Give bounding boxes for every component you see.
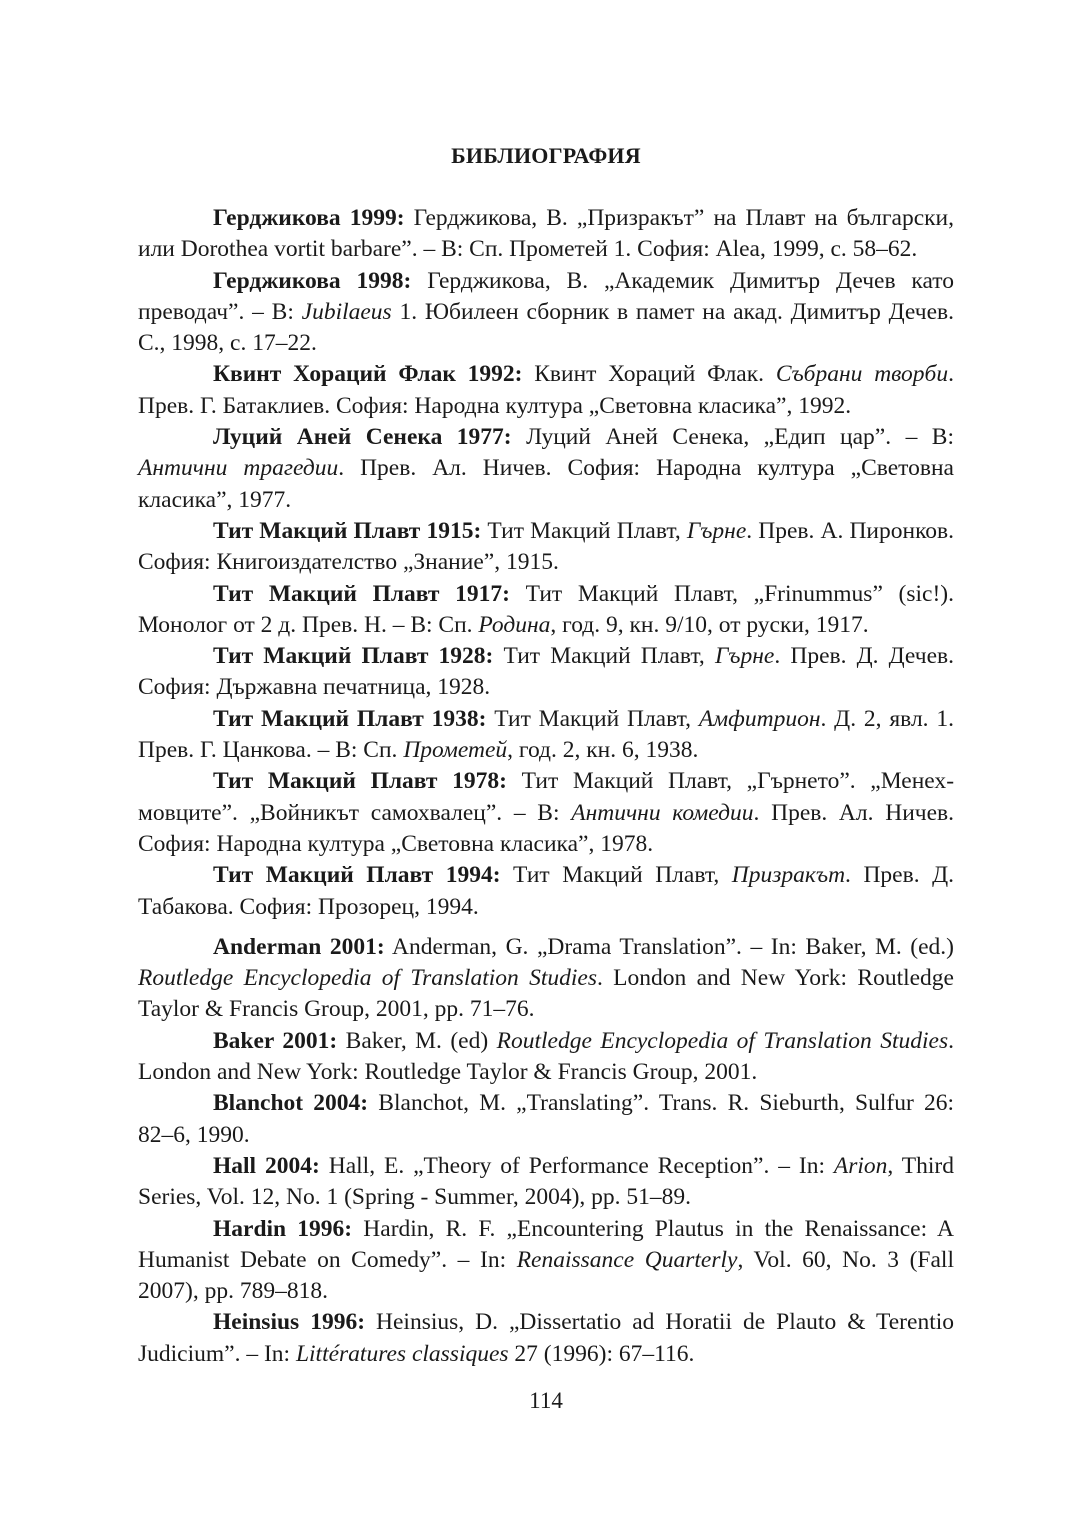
entry-text: Тит Макций Плавт, „Гърнето”. „Менехмовците”. „Войникът самохвалец”. – В: <box>138 768 955 826</box>
entry-key: Тит Макций Плавт 1938: <box>213 705 487 732</box>
entry-key: Hall 2004: <box>213 1152 320 1179</box>
bibliography-entry <box>138 579 954 642</box>
entry-text: Луций Аней Сенека, „Едип цар”. – В: <box>511 424 954 451</box>
entry-title-italic: Routledge Encyclopedia of Translation Studies <box>496 1027 949 1054</box>
entry-title-italic: Антични комедии <box>571 799 754 826</box>
entry-title-italic: Гърне <box>686 517 747 544</box>
entry-text: . Прев. Д. Дечев. София: Държавна печатница, 1928. <box>138 643 954 701</box>
entry-text: , Vol. 60, No. 3 (Fall 2007), pp. 789–818. <box>138 1246 954 1305</box>
entry-text: Квинт Хораций Флак. <box>522 361 776 388</box>
entry-title-italic: Littératures classiques <box>295 1340 509 1367</box>
entry-text: . London and New York: Routledge Taylor & Francis Group, 2001. <box>138 1027 954 1086</box>
section-gap <box>138 923 954 932</box>
entry-text: Hall, E. „Theory of Performance Reception”. – In: <box>319 1152 834 1179</box>
entry-title-italic: Renaissance Quarterly <box>516 1246 738 1273</box>
entry-text: . Прев. Г. Батаклиев. София: Народна култура „Световна класика”, 1992. <box>138 361 955 419</box>
bibliography-entry <box>138 932 954 1026</box>
entry-title-italic: Jubilaeus <box>301 298 392 325</box>
entry-key: Герджикова 1999: <box>213 205 405 231</box>
entry-text: Baker, M. (ed) <box>337 1027 497 1054</box>
entry-key: Тит Макций Плавт 1915: <box>213 517 482 544</box>
bibliography-entry <box>138 359 954 422</box>
entry-text: Тит Макций Плавт, <box>486 705 699 732</box>
entry-text: 27 (1996): 67–116. <box>508 1340 695 1367</box>
entry-key: Тит Макций Плавт 1978: <box>213 768 507 795</box>
entry-text: 1. Юбилеен сборник в памет на акад. Димитър Дечев. С., 1998, с. 17–22. <box>138 298 954 357</box>
entry-text: , год. 9, кн. 9/10, от руски, 1917. <box>550 611 869 638</box>
entry-text: Герджикова, В. „Академик Димитър Дечев като преводач”. – В: <box>138 267 954 325</box>
bibliography-entry <box>138 641 954 704</box>
bibliography-list <box>138 203 954 1370</box>
bibliography-entry <box>138 704 954 767</box>
bibliography-entry <box>138 1214 954 1308</box>
bibliography-entry <box>138 203 954 266</box>
entry-title-italic: Антични трагедии <box>138 455 339 482</box>
entry-key: Тит Макций Плавт 1994: <box>213 862 501 889</box>
entry-text: . Прев. Ал. Ничев. София: Народна култура „Световна класика”, 1978. <box>138 799 954 857</box>
entry-key: Тит Макций Плавт 1928: <box>213 643 494 670</box>
entry-key: Герджикова 1998: <box>213 267 412 294</box>
page-title: БИБЛИОГРАФИЯ <box>451 143 641 168</box>
bibliography-entry <box>138 422 954 516</box>
entry-text: Герджикова, В. „Призракът” на Плавт на български, или Dorothea vortit barbare”. – В: Сп. Прометей 1. София: Alea, 1999, с. 58–62. <box>138 205 954 263</box>
entry-key: Anderman 2001: <box>213 933 385 960</box>
entry-text: Тит Макций Плавт, <box>493 643 715 670</box>
entry-text: , год. 2, кн. 6, 1938. <box>507 737 699 764</box>
entry-key: Тит Макций Плавт 1917: <box>213 580 510 607</box>
entry-key: Hardin 1996: <box>213 1215 353 1242</box>
entry-text: . London and New York: Routledge Taylor & Francis Group, 2001, pp. 71–76. <box>138 965 954 1023</box>
document-page <box>138 0 954 1530</box>
entry-text: Blanchot, M. „Translating”. Trans. R. Sieburth, Sulfur 26: 82–6, 1990. <box>138 1090 955 1148</box>
bibliography-entry <box>138 266 954 360</box>
entry-text: Тит Макций Плавт, <box>500 862 732 889</box>
bibliography-entry <box>138 1307 954 1370</box>
bibliography-entry <box>138 1151 954 1214</box>
bibliography-entry <box>138 766 954 860</box>
entry-key: Blanchot 2004: <box>213 1090 369 1117</box>
entry-text: Hardin, R. F. „Encountering Plautus in the Renaissance: A Humanist Debate on Comedy”. – In: <box>138 1215 954 1273</box>
entry-text: . Прев. Ал. Ничев. София: Народна култура „Световна класика”, 1977. <box>138 455 954 513</box>
entry-key: Квинт Хораций Флак 1992: <box>213 361 523 388</box>
bibliography-entry <box>138 516 954 579</box>
entry-key: Heinsius 1996: <box>213 1309 366 1336</box>
entry-key: Baker 2001: <box>213 1027 338 1054</box>
entry-text: , Third Series, Vol. 12, No. 1 (Spring - Summer, 2004), pp. 51–89. <box>138 1152 954 1211</box>
entry-text: Anderman, G. „Drama Translation”. – In: Baker, M. (ed.) <box>384 933 954 960</box>
entry-title-italic: Arion <box>833 1152 888 1179</box>
entry-title-italic: Родина <box>478 611 551 638</box>
bibliography-entry <box>138 1088 954 1151</box>
entry-title-italic: Routledge Encyclopedia of Translation Studies <box>138 965 597 992</box>
bibliography-entry <box>138 860 954 923</box>
entry-title-italic: Амфитрион <box>698 705 821 732</box>
entry-title-italic: Призракът <box>731 862 846 889</box>
entry-key: Луций Аней Сенека 1977: <box>213 424 512 451</box>
bibliography-entry <box>138 1026 954 1089</box>
entry-text: Тит Макций Плавт, „Frinummus” (sic!). Монолог от 2 д. Прев. Н. – В: Сп. <box>138 580 954 638</box>
entry-text: . Д. 2, явл. 1. Прев. Г. Цанкова. – В: Сп. <box>138 705 954 764</box>
entry-text: Heinsius, D. „Dissertatio ad Horatii de Plauto & Terentio Judicium”. – In: <box>138 1309 955 1367</box>
page-number: 114 <box>529 1388 563 1413</box>
entry-text: . Прев. Д. Табакова. София: Прозорец, 1994. <box>138 862 954 920</box>
entry-title-italic: Прометей <box>403 737 508 764</box>
entry-title-italic: Гърне <box>714 643 775 670</box>
entry-text: . Прев. А. Пиронков. София: Книгоиздателство „Знание”, 1915. <box>138 517 955 576</box>
entry-title-italic: Събрани творби <box>775 361 949 388</box>
entry-text: Тит Макций Плавт, <box>481 517 687 544</box>
